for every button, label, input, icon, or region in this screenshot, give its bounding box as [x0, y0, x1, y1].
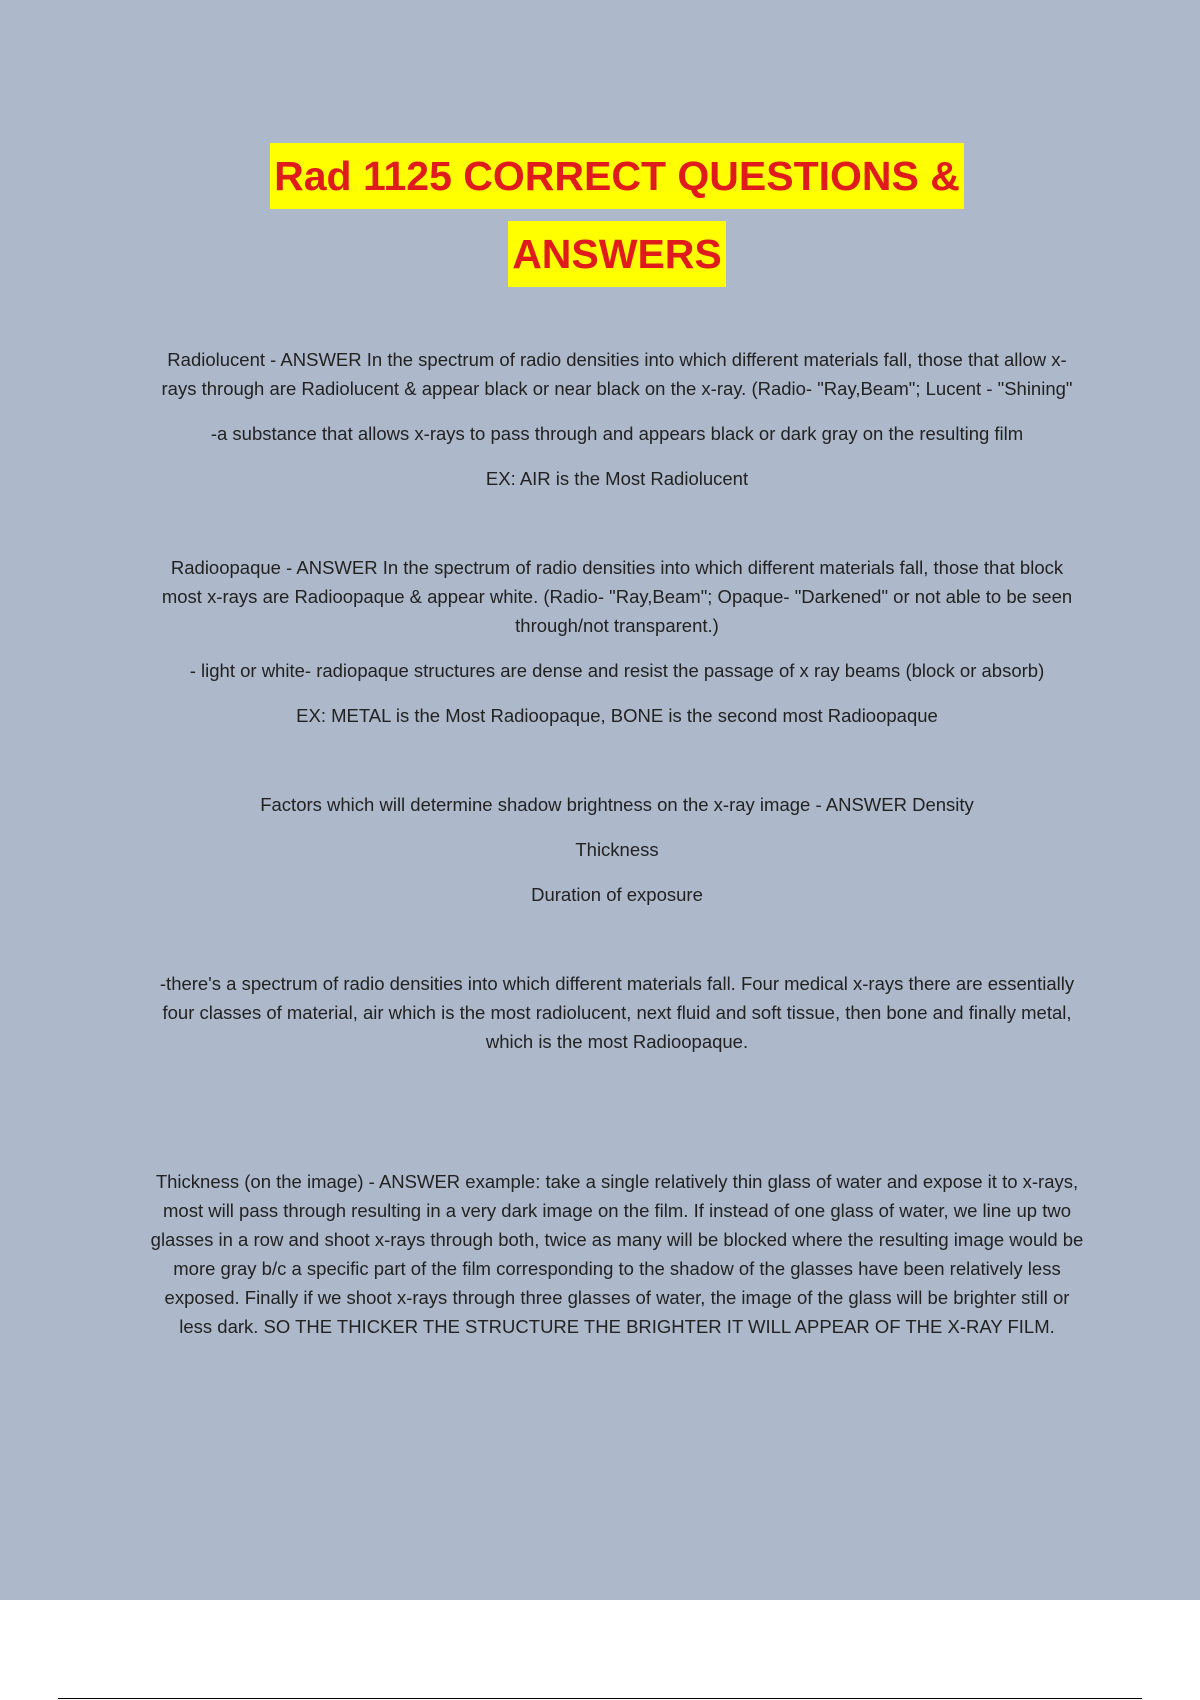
paragraph: EX: AIR is the Most Radiolucent — [485, 468, 749, 489]
footer-divider — [58, 1698, 1142, 1699]
title-line-1: Rad 1125 CORRECT QUESTIONS & — [270, 143, 964, 209]
paragraph: Duration of exposure — [531, 884, 703, 905]
document-title — [0, 143, 1200, 299]
paragraph: Thickness (on the image) - ANSWER example: take a single relatively thin glass of water and expose it to x-rays, most will pass through resulting in a very dark image on the film. If instead of one glass of water, we line up two glasses in a row and shoot x-rays through both, twice as many will be blocked where the resulting image would be more gray b/c a specific part of the film corresponding to the shadow of the glasses have been relatively less exposed. Finally if we shoot x-rays through three glasses of water, the image of the glass will be brighter still or less dark. SO THE THICKER THE STRUCTURE THE BRIGHTER IT WILL APPEAR OF THE X-RAY FILM. — [150, 1171, 1084, 1337]
section-factors — [150, 790, 1084, 909]
title-line-2: ANSWERS — [508, 221, 726, 287]
section-gap — [150, 1072, 1084, 1167]
section-spectrum — [150, 969, 1084, 1056]
section-gap — [150, 925, 1084, 969]
section-radioopaque — [150, 553, 1084, 730]
paragraph: Factors which will determine shadow brightness on the x-ray image - ANSWER Density — [260, 794, 974, 815]
paragraph: EX: METAL is the Most Radioopaque, BONE is the second most Radioopaque — [296, 705, 938, 726]
paragraph: Thickness — [575, 839, 659, 860]
section-thickness — [150, 1167, 1084, 1341]
paragraph: -a substance that allows x-rays to pass through and appears black or dark gray on the resulting film — [210, 423, 1024, 444]
paragraph: Radioopaque - ANSWER In the spectrum of radio densities into which different materials fall, those that block most x-rays are Radioopaque & appear white. (Radio- "Ray,Beam"; Opaque- "Darkened" or not able to be seen through/not transparent.) — [161, 557, 1073, 636]
section-radiolucent — [150, 345, 1084, 493]
paragraph: - light or white- radiopaque structures are dense and resist the passage of x ray beams (block or absorb) — [189, 660, 1045, 681]
section-gap — [150, 746, 1084, 790]
section-gap — [150, 509, 1084, 553]
paragraph: -there's a spectrum of radio densities into which different materials fall. Four medical x-rays there are essentially four classes of material, air which is the most radiolucent, next fluid and soft tissue, then bone and finally metal, which is the most Radioopaque. — [159, 973, 1075, 1052]
document-body — [150, 345, 1084, 1357]
paragraph: Radiolucent - ANSWER In the spectrum of radio densities into which different materials fall, those that allow x-rays through are Radiolucent & appear black or near black on the x-ray. (Radio- "Ray,Beam"; Lucent - "Shining" — [161, 349, 1073, 399]
